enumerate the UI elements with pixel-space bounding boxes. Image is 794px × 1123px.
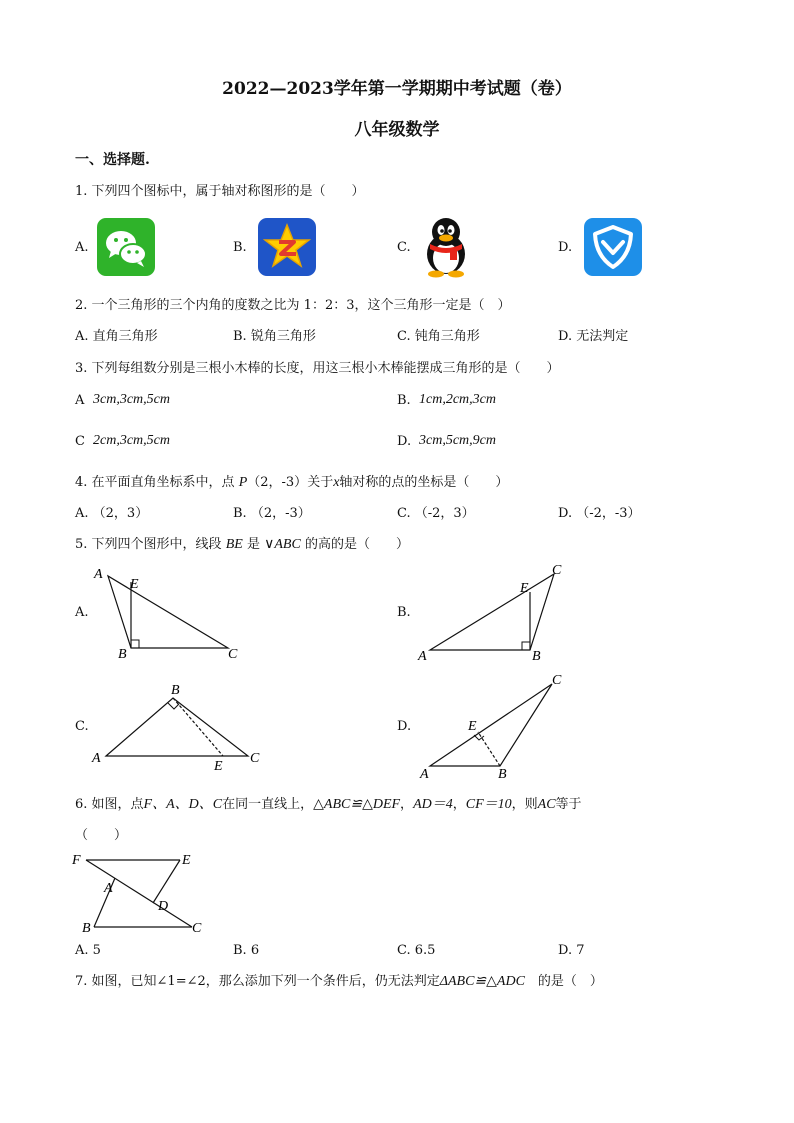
q5-figure-b [412, 562, 582, 664]
wechat-icon [97, 218, 155, 276]
svg-text:F: F [72, 853, 81, 868]
q5-figure-a [88, 562, 248, 662]
svg-text:D: D [158, 899, 169, 914]
q3-value-a: 3cm,3cm,5cm [93, 392, 170, 407]
q3-label-d: D. [397, 434, 412, 449]
q6-option-c: C. 6.5 [397, 943, 436, 958]
svg-text:C: C [250, 751, 260, 766]
q1-label-b: B. [233, 240, 247, 255]
svg-text:E: E [520, 581, 529, 596]
svg-text:B: B [498, 767, 507, 782]
svg-text:E: E [468, 719, 477, 734]
q2-option-d: D. 无法判定 [558, 329, 629, 344]
q5-figure-d [412, 672, 582, 784]
svg-text:B: B [171, 683, 180, 698]
q2-option-a: A. 直角三角形 [75, 329, 158, 344]
q4-option-a: A. （2，3） [75, 506, 149, 521]
q3-value-c: 2cm,3cm,5cm [93, 433, 170, 448]
svg-text:E: E [130, 577, 139, 592]
q5-label-b: B. [397, 605, 411, 620]
svg-text:E: E [182, 853, 191, 868]
q6-option-a: A. 5 [75, 943, 101, 958]
q7-stem: 7. 如图，已知∠1=∠2，那么添加下列一个条件后，仍无法判定ΔABC≌△ADC 的是（ ） [75, 974, 603, 989]
q3-value-b: 1cm,2cm,3cm [419, 392, 496, 407]
q2-option-b: B. 锐角三角形 [233, 329, 316, 344]
svg-text:C: C [228, 647, 238, 662]
q4-option-d: D. （-2，-3） [558, 506, 641, 521]
svg-text:C: C [552, 673, 562, 688]
q4-option-b: B. （2，-3） [233, 506, 311, 521]
page-title: 2022—2023学年第一学期期中考试题（卷） [222, 79, 572, 99]
q5-label-d: D. [397, 719, 412, 734]
svg-text:A: A [418, 649, 427, 664]
q2-option-c: C. 钝角三角形 [397, 329, 480, 344]
section-heading: 一、选择题. [75, 152, 150, 168]
q5-label-c: C. [75, 719, 89, 734]
q6-option-d: D. 7 [558, 943, 585, 958]
svg-text:A: A [94, 567, 103, 582]
page-subtitle: 八年级数学 [354, 120, 440, 140]
svg-text:E: E [214, 759, 223, 773]
q1-label-a: A. [75, 240, 89, 255]
svg-text:C: C [552, 563, 562, 578]
svg-text:C: C [192, 921, 202, 936]
svg-text:A: A [92, 751, 101, 766]
q6-paren: （ ） [75, 828, 128, 843]
svg-text:A: A [420, 767, 429, 782]
q2-stem: 2. 一个三角形的三个内角的度数之比为 1：2：3，这个三角形一定是（ ） [75, 298, 511, 313]
svg-text:A: A [104, 881, 113, 896]
q5-stem: 5. 下列四个图形中，线段 BE 是 ∨ABC 的高的是（ ） [75, 537, 409, 552]
q3-label-a: A [75, 393, 85, 408]
svg-text:B: B [82, 921, 91, 936]
q3-stem: 3. 下列每组数分别是三根小木棒的长度，用这三根小木棒能摆成三角形的是（ ） [75, 361, 560, 376]
q6-figure [70, 850, 210, 940]
q1-label-d: D. [558, 240, 573, 255]
q5-figure-c [88, 678, 268, 773]
qq-penguin-icon [418, 216, 474, 278]
qzone-star-icon [258, 218, 316, 276]
q4-option-c: C. （-2，3） [397, 506, 475, 521]
shield-check-icon [584, 218, 642, 276]
q6-stem: 6. 如图，点F、A、D、C在同一直线上，△ABC≌△DEF，AD＝4，CF＝10，则AC等于 [75, 797, 582, 812]
q3-value-d: 3cm,5cm,9cm [419, 433, 496, 448]
q5-label-a: A. [75, 605, 89, 620]
q1-label-c: C. [397, 240, 411, 255]
q4-stem: 4. 在平面直角坐标系中，点 P（2，-3）关于x轴对称的点的坐标是（ ） [75, 475, 509, 490]
q3-label-c: C [75, 434, 85, 449]
q6-option-b: B. 6 [233, 943, 260, 958]
svg-text:B: B [532, 649, 541, 664]
q3-label-b: B. [397, 393, 411, 408]
q1-stem: 1. 下列四个图标中，属于轴对称图形的是（ ） [75, 184, 365, 199]
svg-text:B: B [118, 647, 127, 662]
